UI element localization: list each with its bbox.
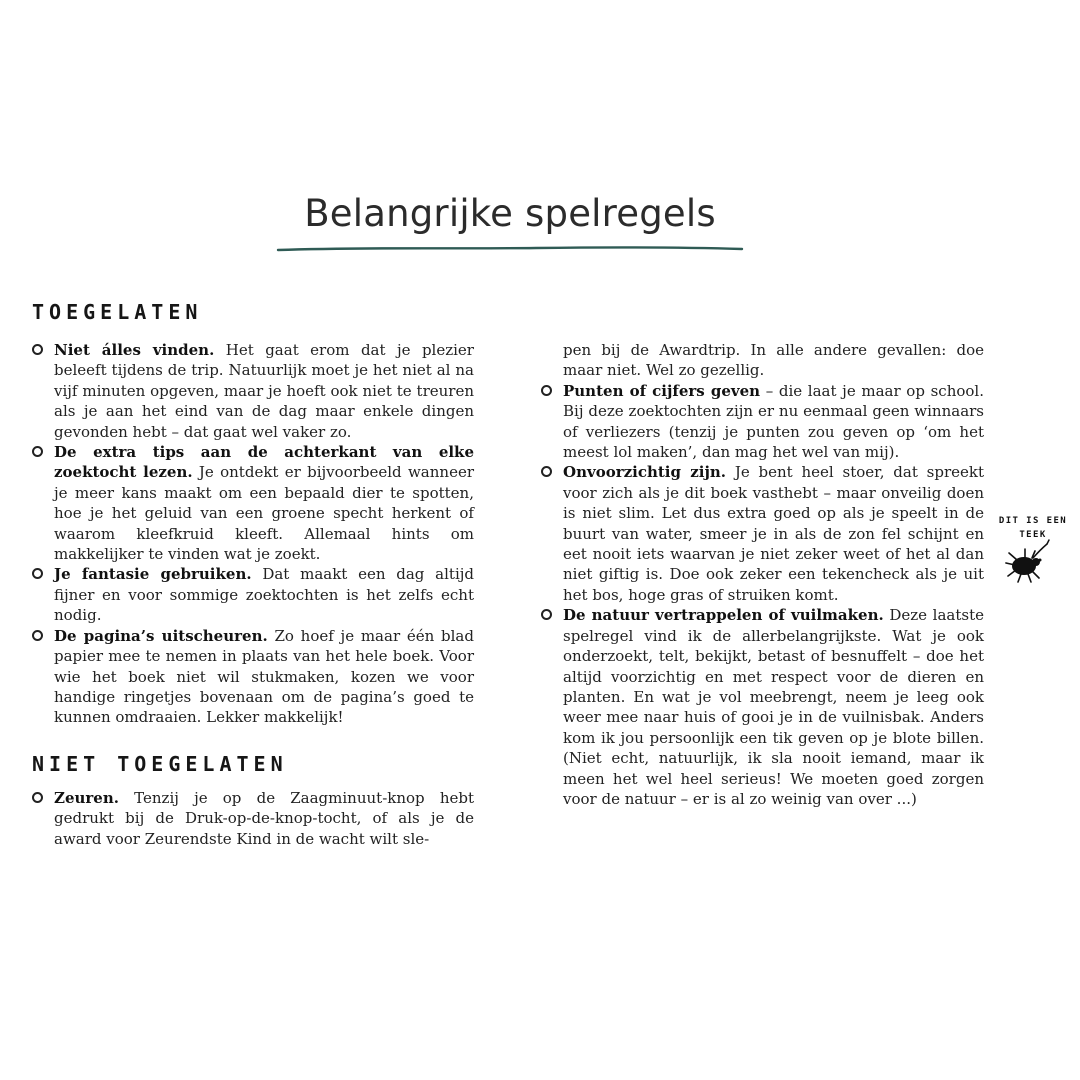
bullet-icon bbox=[32, 630, 43, 641]
rule-title: Niet álles vinden. bbox=[54, 341, 215, 359]
list-item bbox=[32, 564, 474, 625]
rule-text: Deze laatste spelregel vind ik de allerbelangrijkste. Wat je ook onderzoekt, telt, bekijkt, betast of besnuffelt – doe het altijd voorzichtig en met respect voor de dieren en planten. En wat je vol meebrengt, neem je leeg ook weer mee naar huis of gooi je in de vuilnisbak. Anders kom ik jou persoonlijk een tik geven op je blote billen. (Niet echt, natuurlijk, ik sla nooit iemand, maar ik meen het wel heel serieus! We moeten goed zorgen voor de natuur – er is al zo weinig van over ...) bbox=[563, 606, 984, 808]
list-item bbox=[32, 442, 474, 564]
bullet-icon bbox=[541, 385, 552, 396]
list-item bbox=[541, 381, 984, 463]
rule-title: De extra tips aan de achterkant van elke zoektocht lezen. bbox=[54, 443, 474, 482]
page-title: Belangrijke spelregels bbox=[304, 192, 716, 235]
allowed-heading: TOEGELATEN bbox=[32, 300, 203, 324]
rule-text: Tenzij je op de Zaagminuut-knop hebt gedrukt bij de Druk-op-de-knop-tocht, of als je de award voor Zeurendste Kind in de wacht wilt sle- bbox=[54, 789, 474, 848]
right-column bbox=[541, 340, 984, 809]
rule-continuation: pen bij de Awardtrip. In alle andere gevallen: doe maar niet. Wel zo gezellig. bbox=[563, 341, 984, 380]
not-allowed-rules-list bbox=[32, 788, 474, 849]
rule-text: Je ontdekt er bijvoorbeeld wanneer je meer kans maakt om een bepaald dier te spotten, hoe je het geluid van een groene specht herkent of waarom kleefkruid kleeft. Allemaal hints om makkelijker te vinden wat je zoekt. bbox=[54, 463, 474, 564]
rule-text: Je bent heel stoer, dat spreekt voor zich als je dit boek vasthebt – maar onveilig doen is niet slim. Let dus extra goed op als je speelt in de buurt van water, smeer je in als de zon fel schijnt en eet nooit iets waarvan je niet zeker weet of het al dan niet giftig is. Doe ook zeker een tekencheck als je uit het bos, hoge gras of struiken komt. bbox=[563, 463, 984, 604]
bullet-icon bbox=[32, 446, 43, 457]
rule-text: Dat maakt een dag altijd fijner en voor sommige zoektochten is het zelfs echt nodig. bbox=[54, 565, 474, 625]
bullet-icon bbox=[32, 344, 43, 355]
list-item bbox=[541, 605, 984, 809]
rule-text: – die laat je maar op school. Bij deze zoektochten zijn er nu eenmaal geen winnaars of verliezers (tenzij je punten zou geven op ‘om het meest lol maken’, dan mag het wel van mij). bbox=[563, 381, 984, 462]
annotation-line-1: DIT IS EEN bbox=[998, 516, 1068, 526]
annotation-line-2: TEEK bbox=[1019, 530, 1047, 540]
bullet-icon bbox=[32, 568, 43, 579]
allowed-rules-list bbox=[32, 340, 474, 728]
title-underline bbox=[276, 243, 746, 255]
rule-text: Het gaat erom dat je plezier beleeft tijdens de trip. Natuurlijk moet je het niet al na vijf minuten opgeven, maar je hoeft ook niet te treuren als je aan het eind van de dag maar enkele dingen gevonden hebt – dat gaat wel vaker zo. bbox=[54, 341, 474, 441]
tick-icon bbox=[1003, 538, 1063, 586]
list-item bbox=[32, 340, 474, 442]
bullet-icon bbox=[541, 609, 552, 620]
rule-text: Zo hoef je maar één blad papier mee te nemen in plaats van het hele boek. Voor wie het boek niet wil stukmaken, kozen we voor handige ringetjes bovenaan om de pagina’s goed te kunnen omdraaien. Lekker makkelijk! bbox=[54, 626, 474, 727]
not-allowed-rules-list-continued bbox=[541, 381, 984, 810]
list-item bbox=[32, 788, 474, 849]
bullet-icon bbox=[32, 792, 43, 803]
not-allowed-heading: NIET TOEGELATEN bbox=[32, 752, 288, 776]
rule-title: Je fantasie gebruiken. bbox=[54, 565, 252, 584]
rule-title: Zeuren. bbox=[54, 789, 119, 807]
left-column-bottom bbox=[32, 788, 474, 849]
rule-title: De natuur vertrappelen of vuilmaken. bbox=[563, 606, 884, 625]
rule-title: Onvoorzichtig zijn. bbox=[563, 463, 727, 482]
rule-title: De pagina’s uitscheuren. bbox=[54, 626, 268, 645]
left-column bbox=[32, 340, 474, 728]
bullet-icon bbox=[541, 466, 552, 477]
rule-title: Punten of cijfers geven bbox=[563, 381, 761, 400]
list-item bbox=[541, 462, 984, 605]
list-item bbox=[32, 626, 474, 728]
